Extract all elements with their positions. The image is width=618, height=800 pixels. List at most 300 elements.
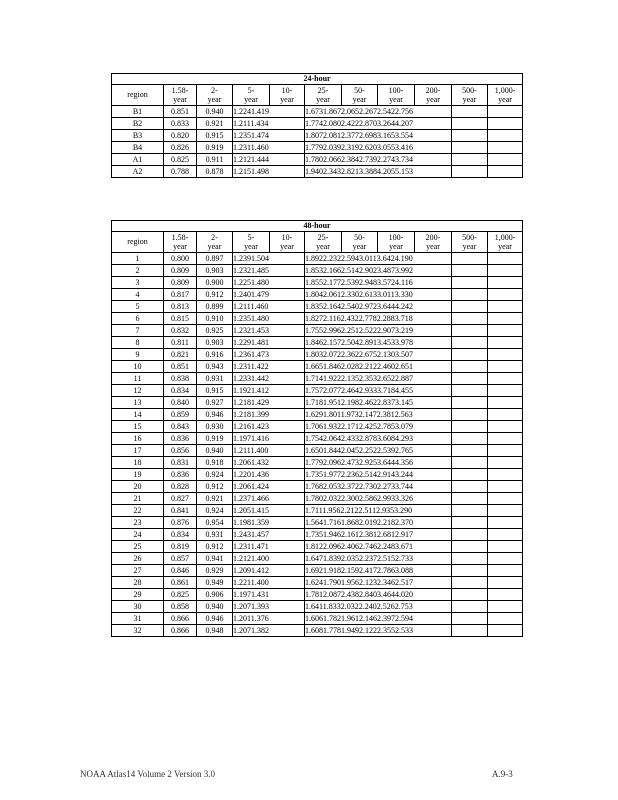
- region-cell: 11: [112, 373, 164, 385]
- value-cell: 0.800: [164, 253, 197, 265]
- value-cell: 1.1921.412: [233, 385, 305, 397]
- value-cell: 1.2121.400: [233, 553, 305, 565]
- column-header: 100- year: [378, 85, 415, 106]
- region-cell: 19: [112, 469, 164, 481]
- value-cell: 0.918: [197, 457, 233, 469]
- value-cell: 1.1971.416: [233, 433, 305, 445]
- value-cell: [488, 445, 523, 457]
- value-cell: 0.821: [164, 349, 197, 361]
- value-cell: 0.841: [164, 505, 197, 517]
- region-cell: 10: [112, 361, 164, 373]
- value-cell: [452, 385, 488, 397]
- table-row: [112, 277, 523, 289]
- value-cell: 1.7181.9512.1982.4622.8373.145: [305, 397, 452, 409]
- table-row: [112, 106, 523, 118]
- value-cell: 0.940: [197, 445, 233, 457]
- value-cell: 0.912: [197, 289, 233, 301]
- value-cell: 1.6651.8462.0282.2122.4602.651: [305, 361, 452, 373]
- value-cell: [452, 469, 488, 481]
- value-cell: 1.2291.481: [233, 337, 305, 349]
- value-cell: 1.7792.0392.3192.6203.0553.416: [305, 142, 452, 154]
- value-cell: 1.6501.8442.0452.2522.5392.765: [305, 445, 452, 457]
- value-cell: 1.2121.444: [233, 154, 305, 166]
- value-cell: [488, 385, 523, 397]
- value-cell: [488, 481, 523, 493]
- value-cell: 1.2111.434: [233, 118, 305, 130]
- value-cell: 0.940: [197, 106, 233, 118]
- value-cell: 1.2391.504: [233, 253, 305, 265]
- value-cell: [488, 589, 523, 601]
- table-row: [112, 481, 523, 493]
- region-cell: 29: [112, 589, 164, 601]
- value-cell: [452, 301, 488, 313]
- table-row: [112, 130, 523, 142]
- region-cell: 8: [112, 337, 164, 349]
- region-header: region: [112, 232, 164, 253]
- region-cell: 25: [112, 541, 164, 553]
- value-cell: [488, 142, 523, 154]
- value-cell: 0.834: [164, 529, 197, 541]
- value-cell: 1.2151.498: [233, 166, 305, 178]
- value-cell: [452, 457, 488, 469]
- value-cell: [452, 613, 488, 625]
- value-cell: [452, 433, 488, 445]
- value-cell: [488, 409, 523, 421]
- value-cell: [452, 265, 488, 277]
- column-header: 500- year: [452, 232, 488, 253]
- value-cell: 0.811: [164, 337, 197, 349]
- value-cell: [488, 154, 523, 166]
- region-cell: 6: [112, 313, 164, 325]
- value-cell: 0.831: [164, 457, 197, 469]
- region-cell: 17: [112, 445, 164, 457]
- footer-left: NOAA Atlas14 Volume 2 Version 3.0: [80, 769, 216, 779]
- table-row: [112, 613, 523, 625]
- value-cell: [488, 469, 523, 481]
- value-cell: [488, 577, 523, 589]
- value-cell: [452, 409, 488, 421]
- value-cell: 0.809: [164, 277, 197, 289]
- region-cell: 23: [112, 517, 164, 529]
- table-row: [112, 361, 523, 373]
- value-cell: 1.6291.8011.9732.1472.3812.563: [305, 409, 452, 421]
- value-cell: 1.2061.432: [233, 457, 305, 469]
- value-cell: 1.7792.0962.4732.9253.6444.356: [305, 457, 452, 469]
- value-cell: 0.846: [164, 565, 197, 577]
- table-row: [112, 142, 523, 154]
- column-header: 2- year: [197, 85, 233, 106]
- value-cell: [452, 517, 488, 529]
- value-cell: 1.7812.0872.4382.8403.4644.020: [305, 589, 452, 601]
- region-cell: 31: [112, 613, 164, 625]
- value-cell: 1.8032.0722.3622.6752.1303.507: [305, 349, 452, 361]
- value-cell: [452, 142, 488, 154]
- value-cell: 0.851: [164, 361, 197, 373]
- value-cell: 0.906: [197, 589, 233, 601]
- value-cell: 1.7141.9222.1352.3532.6522.887: [305, 373, 452, 385]
- value-cell: 0.943: [197, 361, 233, 373]
- value-cell: [452, 154, 488, 166]
- value-cell: 1.2011.376: [233, 613, 305, 625]
- value-cell: [452, 589, 488, 601]
- value-cell: 0.809: [164, 265, 197, 277]
- table-row: [112, 577, 523, 589]
- value-cell: 1.2211.400: [233, 577, 305, 589]
- value-cell: [452, 445, 488, 457]
- table-title: 24-hour: [112, 74, 523, 85]
- region-cell: 27: [112, 565, 164, 577]
- value-cell: 1.7572.0772.4642.9333.7184.455: [305, 385, 452, 397]
- value-cell: [452, 361, 488, 373]
- value-cell: 1.2311.471: [233, 541, 305, 553]
- value-cell: 1.8042.0612.3302.6133.0113.330: [305, 289, 452, 301]
- value-cell: 1.6241.7901.9562.1232.3462.517: [305, 577, 452, 589]
- value-cell: 1.8922.2322.5943.0113.6424.190: [305, 253, 452, 265]
- value-cell: 0.899: [197, 301, 233, 313]
- value-cell: 1.2311.460: [233, 142, 305, 154]
- value-cell: [452, 277, 488, 289]
- value-cell: 1.2111.400: [233, 445, 305, 457]
- value-cell: 1.2091.412: [233, 565, 305, 577]
- column-header: 50- year: [342, 85, 378, 106]
- region-cell: 9: [112, 349, 164, 361]
- value-cell: 0.861: [164, 577, 197, 589]
- value-cell: 0.912: [197, 541, 233, 553]
- table-row: [112, 385, 523, 397]
- value-cell: [452, 481, 488, 493]
- value-cell: [488, 433, 523, 445]
- value-cell: [488, 493, 523, 505]
- value-cell: 0.940: [197, 601, 233, 613]
- value-cell: 1.2201.436: [233, 469, 305, 481]
- value-cell: 0.925: [197, 325, 233, 337]
- value-cell: 1.1981.359: [233, 517, 305, 529]
- value-cell: 1.6471.8392.0352.2372.5152.733: [305, 553, 452, 565]
- value-cell: [452, 397, 488, 409]
- table-row: [112, 373, 523, 385]
- value-cell: 0.836: [164, 469, 197, 481]
- value-cell: 0.931: [197, 529, 233, 541]
- value-cell: 0.866: [164, 625, 197, 637]
- column-header: 10- year: [270, 232, 305, 253]
- value-cell: [488, 337, 523, 349]
- value-cell: 1.2241.419: [233, 106, 305, 118]
- value-cell: 1.8552.1772.5392.9483.5724.116: [305, 277, 452, 289]
- value-cell: [452, 565, 488, 577]
- value-cell: [488, 529, 523, 541]
- value-cell: 0.817: [164, 289, 197, 301]
- value-cell: 1.2351.480: [233, 313, 305, 325]
- value-cell: 0.851: [164, 106, 197, 118]
- region-cell: 24: [112, 529, 164, 541]
- table-row: [112, 625, 523, 637]
- region-cell: 32: [112, 625, 164, 637]
- value-cell: 1.8122.0962.4062.7462.2483.671: [305, 541, 452, 553]
- value-cell: 1.2431.457: [233, 529, 305, 541]
- value-cell: 1.8462.1572.5042.8913.4533.978: [305, 337, 452, 349]
- table-row: [112, 325, 523, 337]
- table-row: [112, 154, 523, 166]
- value-cell: 0.910: [197, 313, 233, 325]
- table-row: [112, 469, 523, 481]
- value-cell: 1.2321.453: [233, 325, 305, 337]
- value-cell: 0.825: [164, 589, 197, 601]
- value-cell: [488, 625, 523, 637]
- column-header: 50- year: [342, 232, 378, 253]
- table-row: [112, 553, 523, 565]
- value-cell: [488, 277, 523, 289]
- value-cell: 0.832: [164, 325, 197, 337]
- value-cell: 0.949: [197, 577, 233, 589]
- value-cell: [452, 313, 488, 325]
- value-cell: 1.1971.431: [233, 589, 305, 601]
- value-cell: 0.825: [164, 154, 197, 166]
- value-cell: 0.834: [164, 385, 197, 397]
- value-cell: [488, 349, 523, 361]
- value-cell: 1.2251.480: [233, 277, 305, 289]
- table-row: [112, 409, 523, 421]
- table-row: [112, 565, 523, 577]
- value-cell: 0.931: [197, 373, 233, 385]
- value-cell: [488, 325, 523, 337]
- value-cell: [452, 118, 488, 130]
- value-cell: 0.819: [164, 541, 197, 553]
- table-row: [112, 457, 523, 469]
- value-cell: 1.6921.9182.1592.4172.7863.088: [305, 565, 452, 577]
- region-cell: 2: [112, 265, 164, 277]
- value-cell: [488, 541, 523, 553]
- value-cell: 1.7682.0532.3722.7302.2733.744: [305, 481, 452, 493]
- value-cell: 0.903: [197, 265, 233, 277]
- region-header: region: [112, 85, 164, 106]
- value-cell: 1.7061.9322.1712.4252.7853.079: [305, 421, 452, 433]
- table-24-hour: [111, 73, 523, 178]
- column-header: 10- year: [270, 85, 305, 106]
- value-cell: [452, 601, 488, 613]
- value-cell: 1.8272.1162.4322.7782.2883.718: [305, 313, 452, 325]
- region-cell: A1: [112, 154, 164, 166]
- table-row: [112, 601, 523, 613]
- value-cell: [452, 130, 488, 142]
- value-cell: [452, 493, 488, 505]
- value-cell: 1.2371.466: [233, 493, 305, 505]
- value-cell: 0.857: [164, 553, 197, 565]
- value-cell: [488, 301, 523, 313]
- value-cell: 1.7802.0322.3002.5862.9933.326: [305, 493, 452, 505]
- value-cell: 0.856: [164, 445, 197, 457]
- value-cell: 1.2311.422: [233, 361, 305, 373]
- table-row: [112, 301, 523, 313]
- column-header: 1.58- year: [164, 85, 197, 106]
- value-cell: 1.7351.9462.1612.3812.6812.917: [305, 529, 452, 541]
- value-cell: 1.2361.473: [233, 349, 305, 361]
- value-cell: 1.8352.1642.5402.9723.6444.242: [305, 301, 452, 313]
- table-row: [112, 421, 523, 433]
- value-cell: 1.7351.9772.2362.5142.9143.244: [305, 469, 452, 481]
- value-cell: [452, 349, 488, 361]
- region-cell: 22: [112, 505, 164, 517]
- value-cell: 0.840: [164, 397, 197, 409]
- value-cell: 0.927: [197, 397, 233, 409]
- table-row: [112, 397, 523, 409]
- value-cell: 1.2071.382: [233, 625, 305, 637]
- value-cell: 1.2161.423: [233, 421, 305, 433]
- column-header: 200- year: [415, 232, 452, 253]
- region-cell: 15: [112, 421, 164, 433]
- value-cell: 0.919: [197, 142, 233, 154]
- value-cell: 0.921: [197, 493, 233, 505]
- value-cell: 0.858: [164, 601, 197, 613]
- value-cell: [452, 253, 488, 265]
- region-cell: 3: [112, 277, 164, 289]
- region-cell: 18: [112, 457, 164, 469]
- column-header: 1,000- year: [488, 232, 523, 253]
- value-cell: 0.815: [164, 313, 197, 325]
- value-cell: 0.859: [164, 409, 197, 421]
- value-cell: 0.948: [197, 625, 233, 637]
- table-title: 48-hour: [112, 221, 523, 232]
- value-cell: [488, 517, 523, 529]
- value-cell: [452, 166, 488, 178]
- value-cell: 1.8072.0812.3772.6983.1653.554: [305, 130, 452, 142]
- value-cell: 1.9402.3432.8213.3884.2055.153: [305, 166, 452, 178]
- value-cell: [488, 253, 523, 265]
- value-cell: 0.921: [197, 118, 233, 130]
- value-cell: [488, 457, 523, 469]
- value-cell: 0.954: [197, 517, 233, 529]
- region-cell: 28: [112, 577, 164, 589]
- table-row: [112, 289, 523, 301]
- region-cell: 30: [112, 601, 164, 613]
- table-48-hour: [111, 220, 523, 637]
- region-cell: 5: [112, 301, 164, 313]
- value-cell: [452, 373, 488, 385]
- region-cell: 16: [112, 433, 164, 445]
- value-cell: [452, 106, 488, 118]
- value-cell: 1.6061.7821.9612.1462.3972.594: [305, 613, 452, 625]
- region-cell: B3: [112, 130, 164, 142]
- table-row: [112, 445, 523, 457]
- value-cell: [452, 289, 488, 301]
- value-cell: [488, 505, 523, 517]
- value-cell: 0.924: [197, 505, 233, 517]
- region-cell: 4: [112, 289, 164, 301]
- value-cell: 1.2321.485: [233, 265, 305, 277]
- value-cell: [452, 553, 488, 565]
- value-cell: 0.900: [197, 277, 233, 289]
- value-cell: 0.946: [197, 409, 233, 421]
- region-cell: 26: [112, 553, 164, 565]
- value-cell: 0.838: [164, 373, 197, 385]
- table-row: [112, 433, 523, 445]
- value-cell: 0.827: [164, 493, 197, 505]
- column-header: 5- year: [233, 85, 270, 106]
- value-cell: [488, 613, 523, 625]
- region-cell: 20: [112, 481, 164, 493]
- value-cell: 1.5641.7161.8682.0192.2182.370: [305, 517, 452, 529]
- table-row: [112, 337, 523, 349]
- value-cell: 0.897: [197, 253, 233, 265]
- value-cell: [488, 373, 523, 385]
- value-cell: 0.878: [197, 166, 233, 178]
- column-header: 1.58- year: [164, 232, 197, 253]
- value-cell: 1.2181.399: [233, 409, 305, 421]
- value-cell: 1.8532.1662.5142.9023.4873.992: [305, 265, 452, 277]
- value-cell: [488, 565, 523, 577]
- value-cell: 1.2181.429: [233, 397, 305, 409]
- value-cell: 1.6081.7781.9492.1222.3552.533: [305, 625, 452, 637]
- value-cell: 0.820: [164, 130, 197, 142]
- value-cell: 1.2351.474: [233, 130, 305, 142]
- value-cell: 0.788: [164, 166, 197, 178]
- value-cell: 0.941: [197, 553, 233, 565]
- region-cell: B2: [112, 118, 164, 130]
- value-cell: [488, 313, 523, 325]
- value-cell: 0.876: [164, 517, 197, 529]
- value-cell: 1.6411.8332.0322.2402.5262.753: [305, 601, 452, 613]
- region-cell: 7: [112, 325, 164, 337]
- value-cell: 0.919: [197, 433, 233, 445]
- value-cell: [488, 118, 523, 130]
- value-cell: 0.911: [197, 154, 233, 166]
- value-cell: 1.2331.442: [233, 373, 305, 385]
- value-cell: [488, 421, 523, 433]
- column-header: 25- year: [305, 232, 342, 253]
- value-cell: 0.836: [164, 433, 197, 445]
- value-cell: [452, 541, 488, 553]
- value-cell: 0.915: [197, 385, 233, 397]
- value-cell: 1.7542.0642.4332.8783.6084.293: [305, 433, 452, 445]
- region-cell: B1: [112, 106, 164, 118]
- table-row: [112, 505, 523, 517]
- table-row: [112, 493, 523, 505]
- value-cell: 1.7552.9962.2512.5222.9073.219: [305, 325, 452, 337]
- value-cell: 1.2071.393: [233, 601, 305, 613]
- value-cell: 0.924: [197, 469, 233, 481]
- value-cell: 0.916: [197, 349, 233, 361]
- value-cell: 1.2401.479: [233, 289, 305, 301]
- value-cell: 0.833: [164, 118, 197, 130]
- column-header: 1,000- year: [488, 85, 523, 106]
- table-row: [112, 118, 523, 130]
- region-cell: 13: [112, 397, 164, 409]
- value-cell: [488, 265, 523, 277]
- value-cell: [452, 577, 488, 589]
- value-cell: 1.2051.415: [233, 505, 305, 517]
- value-cell: [452, 505, 488, 517]
- value-cell: [488, 361, 523, 373]
- value-cell: [488, 601, 523, 613]
- value-cell: 0.912: [197, 481, 233, 493]
- value-cell: [488, 553, 523, 565]
- column-header: 2- year: [197, 232, 233, 253]
- table-row: [112, 265, 523, 277]
- value-cell: [488, 289, 523, 301]
- region-cell: 12: [112, 385, 164, 397]
- value-cell: 1.2111.460: [233, 301, 305, 313]
- column-header: 100- year: [378, 232, 415, 253]
- table-row: [112, 517, 523, 529]
- column-header: 500- year: [452, 85, 488, 106]
- value-cell: 1.2061.424: [233, 481, 305, 493]
- table-row: [112, 589, 523, 601]
- value-cell: [452, 421, 488, 433]
- value-cell: 0.828: [164, 481, 197, 493]
- table-row: [112, 253, 523, 265]
- value-cell: 0.930: [197, 421, 233, 433]
- value-cell: [488, 166, 523, 178]
- footer-page-number: A.9-3: [492, 769, 513, 779]
